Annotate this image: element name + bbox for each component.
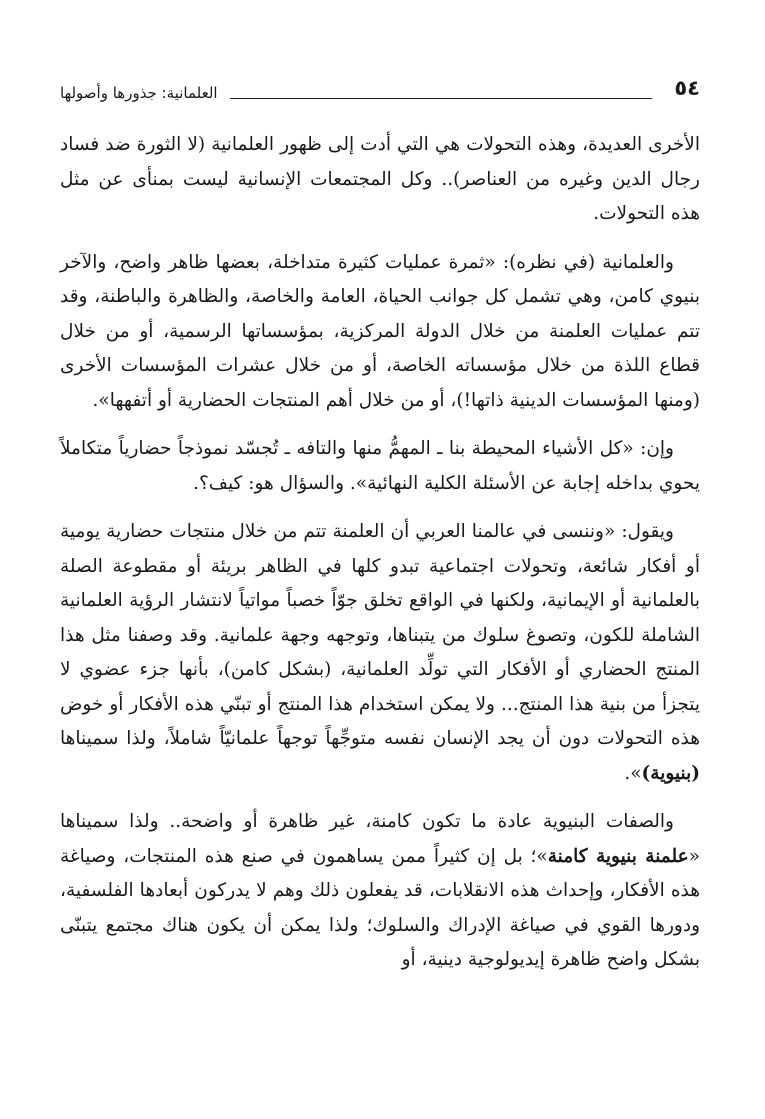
page-body	[60, 128, 700, 992]
paragraph-3	[60, 432, 700, 501]
paragraph-4-text-after: ».	[624, 762, 642, 784]
paragraph-5-text-before: والصفات البنيوية عادة ما تكون كامنة، غير ظاهرة أو واضحة.. ولذا سميناها «	[60, 811, 700, 867]
paragraph-5-bold-term: علمنة بنيوية كامنة	[547, 845, 689, 867]
paragraph-3-text: وإن: «كل الأشياء المحيطة بنا ـ المهمُّ منها والتافه ـ تُجسّد نموذجاً حضارياً متكاملاً يحوي بداخله إجابة عن الأسئلة الكلية النهائية». والسؤال هو: كيف؟.	[60, 438, 700, 494]
paragraph-5-text-after: »؛ بل إن كثيراً ممن يساهمون في صنع هذه المنتجات، وصياغة هذه الأفكار، وإحداث هذه الانقلابات، قد يفعلون ذلك وهم لا يدركون أبعادها الفلسفية، ودورها القوي في صياغة الإدراك والسلوك؛ ولذا يمكن أن يكون هناك مجتمع يتبنّى بشكل واضح ظاهرة إيديولوجية دينية، أو	[60, 845, 700, 970]
running-title: العلمانية: جذورها وأصولها	[60, 84, 218, 102]
paragraph-2	[60, 246, 700, 419]
paragraph-4	[60, 515, 700, 791]
paragraph-5	[60, 805, 700, 978]
header-rule	[230, 98, 652, 99]
page-header	[60, 74, 700, 106]
paragraph-2-text: والعلمانية (في نظره): «ثمرة عمليات كثيرة متداخلة، بعضها ظاهر واضح، والآخر بنيوي كامن، وهي تشمل كل جوانب الحياة، العامة والخاصة، والظاهرة والباطنة، وقد تتم عمليات العلمنة من خلال الدولة المركزية، بمؤسساتها الرسمية، أو من خلال قطاع اللذة من خلال مؤسساته الخاصة، أو من خلال عشرات المؤسسات الأخرى (ومنها المؤسسات الدينية ذاتها!)، أو من خلال أهم المنتجات الحضارية أو أتفهها».	[60, 251, 700, 411]
paragraph-4-text-before: ويقول: «وننسى في عالمنا العربي أن العلمنة تتم من خلال منتجات حضارية يومية أو أفكار شائعة، وتحولات اجتماعية تبدو كلها في الظاهر بريئة أو مقطوعة الصلة بالعلمانية أو الإيمانية، ولكنها في الواقع تخلق جوّاً خصباً مواتياً لانتشار الرؤية العلمانية الشاملة للكون، وتصوغ سلوك من يتبناها، وتوجهه وجهة علمانية. وقد وصفنا مثل هذا المنتج الحضاري أو الأفكار التي تولِّد العلمانية، (بشكل كامن)، بأنها جزء عضوي لا يتجزأ من بنية هذا المنتج... ولا يمكن استخدام هذا المنتج أو تبنّي هذه الأفكار أو خوض هذه التحولات دون أن يجد الإنسان نفسه متوجِّهاً توجهاً علمانيّاً شاملاً، ولذا سميناها	[60, 521, 700, 749]
paragraph-1-text: الأخرى العديدة، وهذه التحولات هي التي أدت إلى ظهور العلمانية (لا الثورة ضد فساد رجال الدين وغيره من العناصر).. وكل المجتمعات الإنسانية ليست بمنأى عن مثل هذه التحولات.	[60, 134, 700, 224]
paragraph-1	[60, 128, 700, 232]
page-number: ٥٤	[674, 76, 700, 100]
paragraph-4-bold-term: (بنيوية)	[641, 762, 700, 784]
